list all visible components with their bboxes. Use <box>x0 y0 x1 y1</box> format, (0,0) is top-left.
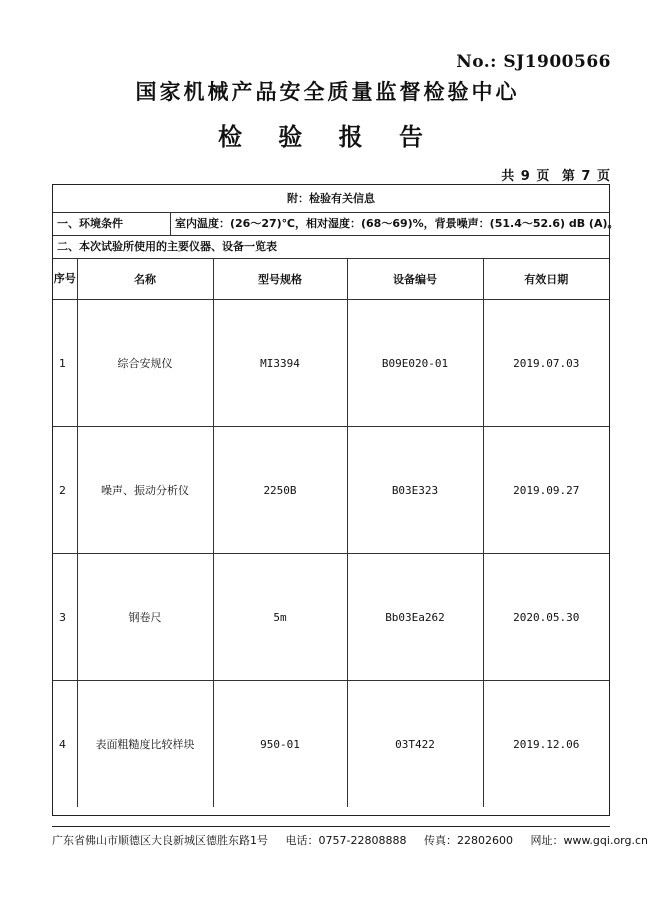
table-row <box>53 554 609 681</box>
header-seq: 序号 <box>53 259 77 300</box>
row-model: MI3394 <box>213 300 347 427</box>
environment-label: 一、环境条件 <box>53 213 171 235</box>
table-row <box>53 681 609 808</box>
row-name: 表面粗糙度比较样块 <box>77 681 213 808</box>
environment-conditions: 室内温度：(26～27)℃，相对湿度：(68～69)%，背景噪声：(51.4～52.6) dB (A)。 <box>175 217 619 230</box>
equipment-section-label: 二、本次试验所使用的主要仪器、设备一览表 <box>53 236 609 259</box>
row-name: 钢卷尺 <box>77 554 213 681</box>
page-info <box>495 165 611 184</box>
row-valid-date: 2020.05.30 <box>483 554 609 681</box>
row-valid-date: 2019.12.06 <box>483 681 609 808</box>
footer-website: 网址：www.gqi.org.cn <box>530 834 649 847</box>
organization-title: 国家机械产品安全质量监督检验中心 <box>135 79 520 104</box>
footer-address: 广东省佛山市顺德区大良新城区德胜东路1号 <box>52 834 268 847</box>
attachment-frame <box>52 184 619 816</box>
row-seq: 2 <box>53 427 77 554</box>
environment-row <box>53 213 619 236</box>
header-name: 名称 <box>77 259 213 300</box>
header-valid-date: 有效日期 <box>483 259 609 300</box>
footer-fax: 传真：22802600 <box>423 834 513 847</box>
document-title: 检 验 报 告 <box>217 122 438 151</box>
current-page: 第 7 页 <box>561 169 611 184</box>
row-device-no: Bb03Ea262 <box>347 554 483 681</box>
table-row <box>53 427 609 554</box>
table-header-row <box>53 259 609 300</box>
row-valid-date: 2019.07.03 <box>483 300 609 427</box>
footer-divider <box>52 826 610 827</box>
footer-phone: 电话：0757-22808888 <box>285 834 407 847</box>
table-row <box>53 300 609 427</box>
row-model: 5m <box>213 554 347 681</box>
report-number: No.: SJ1900566 <box>456 52 611 72</box>
row-model: 950-01 <box>213 681 347 808</box>
equipment-table <box>53 259 609 807</box>
row-seq: 4 <box>53 681 77 808</box>
row-device-no: B09E020-01 <box>347 300 483 427</box>
row-seq: 3 <box>53 554 77 681</box>
total-pages: 共 9 页 <box>501 169 551 184</box>
row-model: 2250B <box>213 427 347 554</box>
footer <box>52 832 649 848</box>
header-device-no: 设备编号 <box>347 259 483 300</box>
row-name: 噪声、振动分析仪 <box>77 427 213 554</box>
row-device-no: B03E323 <box>347 427 483 554</box>
row-seq: 1 <box>53 300 77 427</box>
row-valid-date: 2019.09.27 <box>483 427 609 554</box>
header-model: 型号规格 <box>213 259 347 300</box>
row-name: 综合安规仪 <box>77 300 213 427</box>
row-device-no: 03T422 <box>347 681 483 808</box>
attachment-title: 附：检验有关信息 <box>53 185 609 213</box>
